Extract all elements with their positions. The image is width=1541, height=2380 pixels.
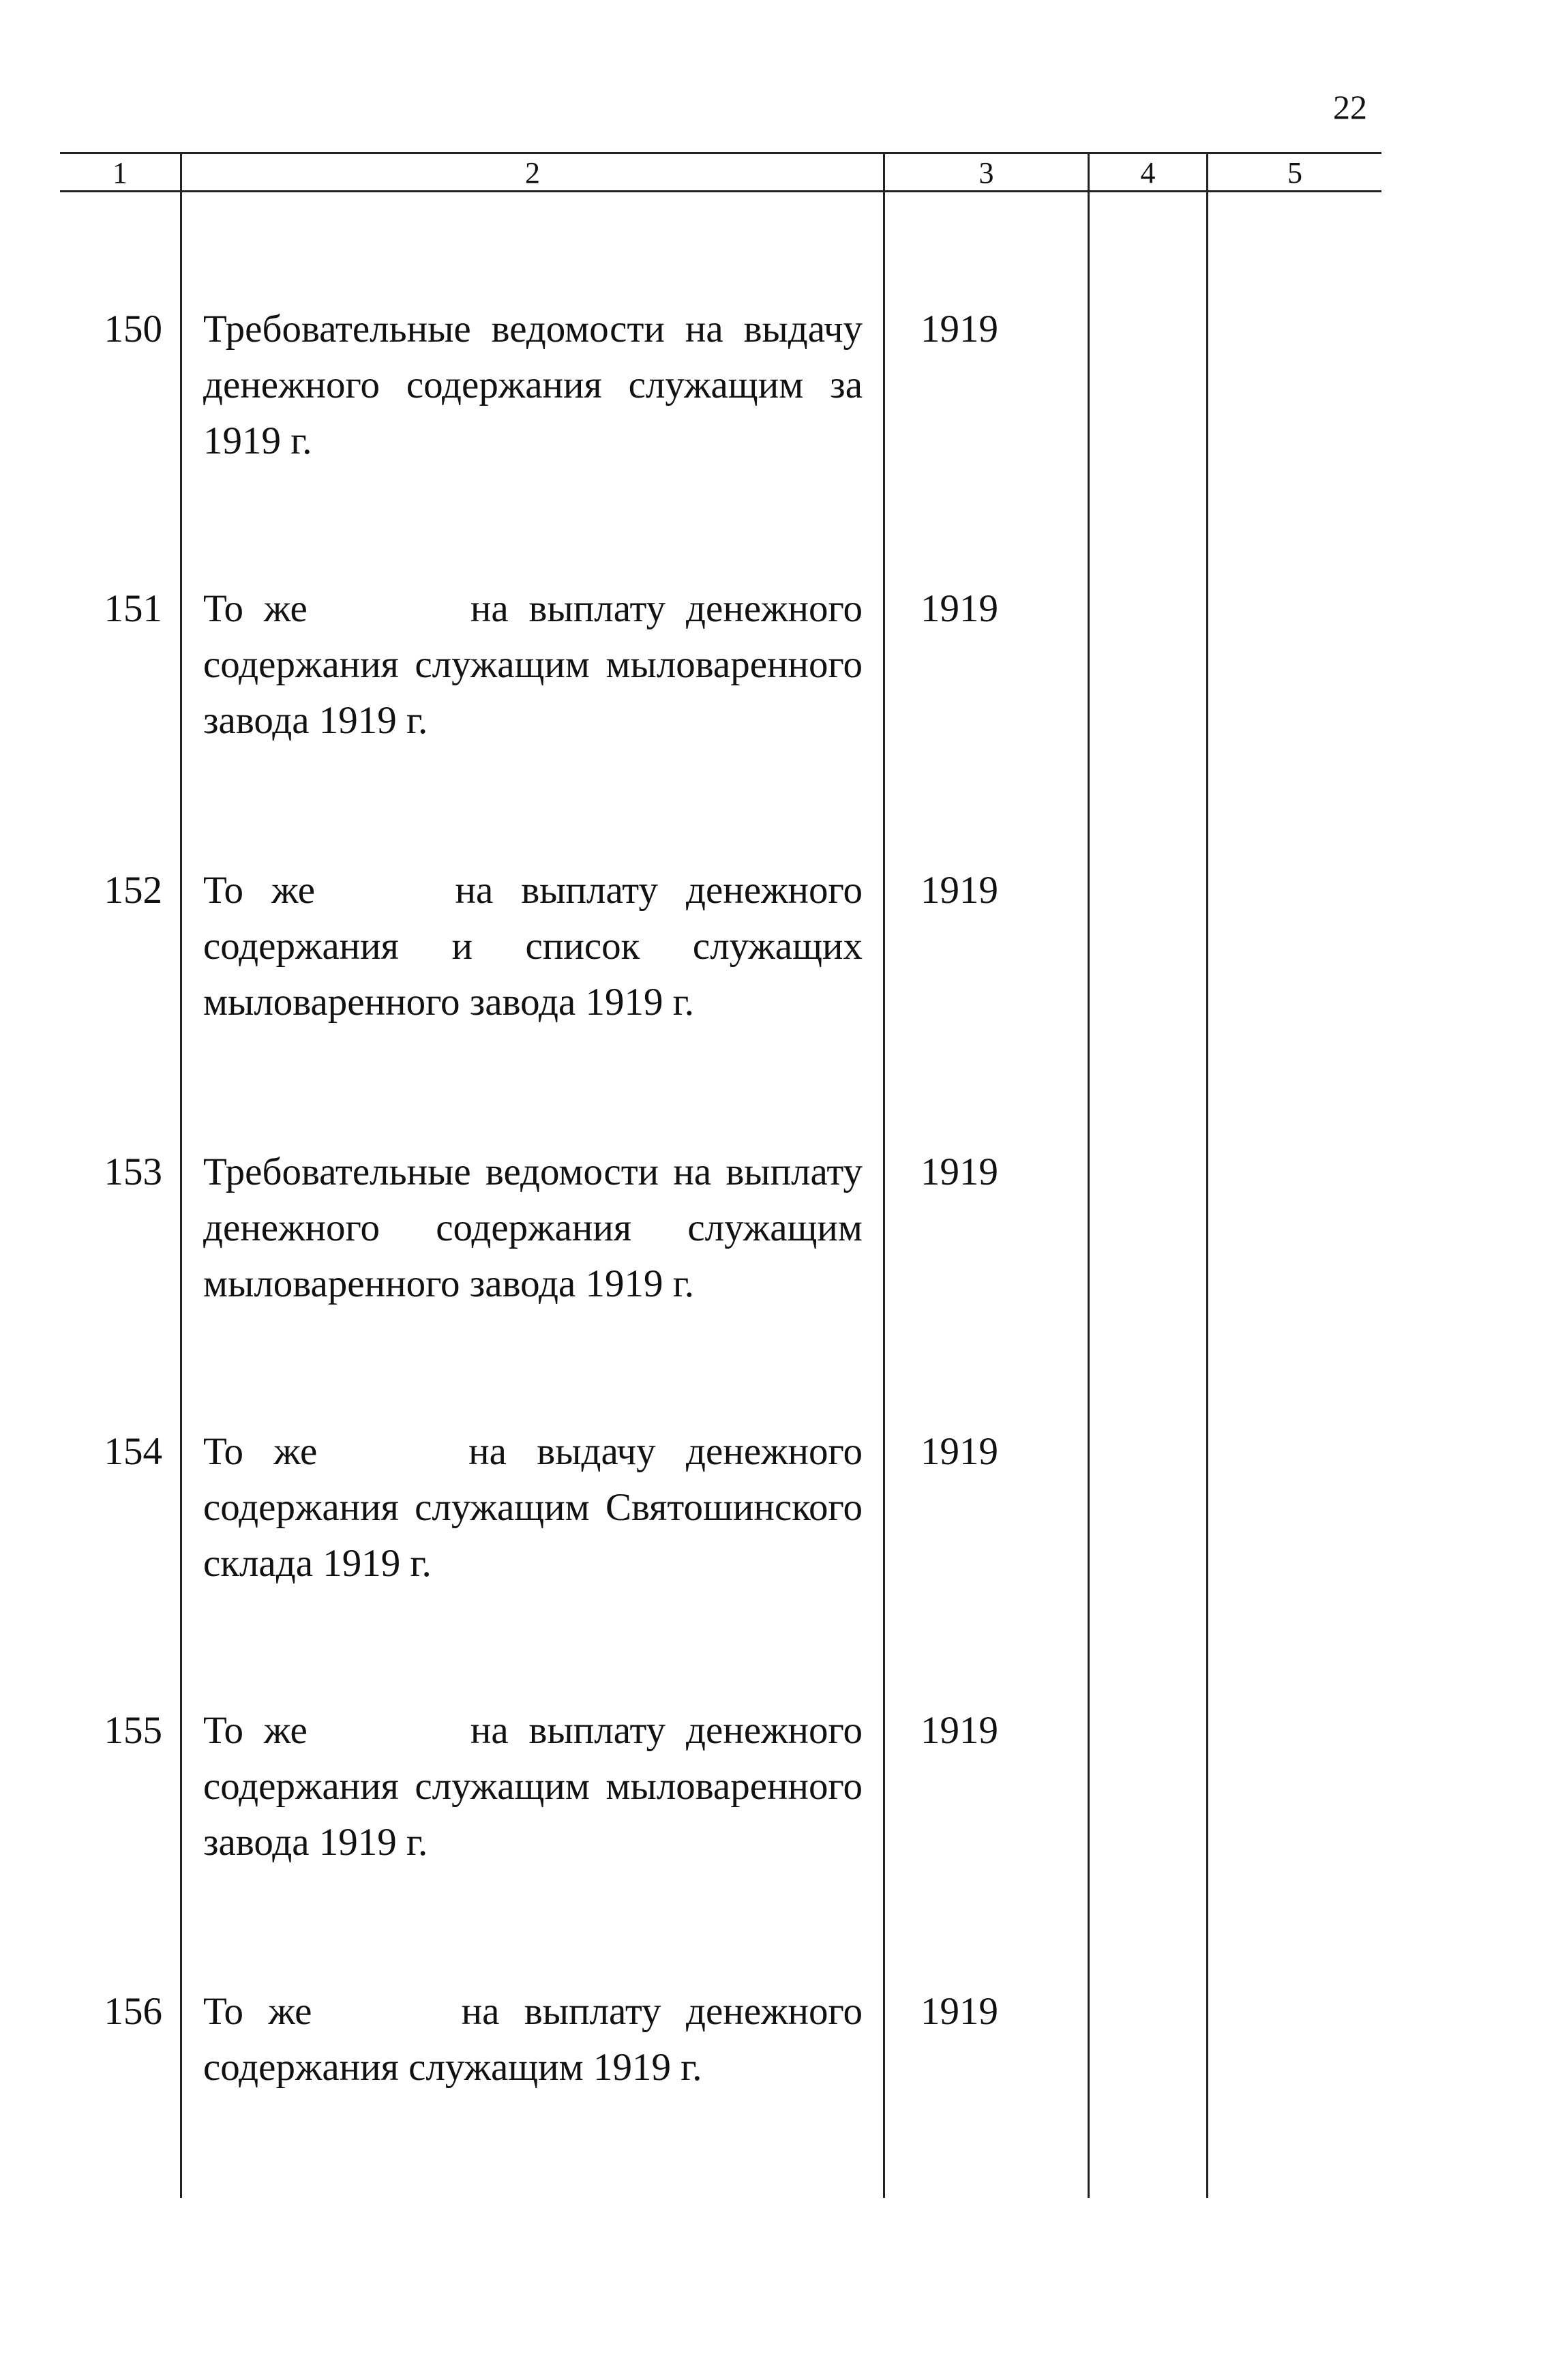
item-description xyxy=(203,863,863,1030)
description-line: содержания служащим 1919 г. xyxy=(203,2046,702,2089)
item-description xyxy=(203,1703,863,1871)
header-bottom-rule xyxy=(60,190,1381,192)
column-divider xyxy=(1206,152,1208,2198)
item-number: 154 xyxy=(104,1430,162,1473)
column-divider xyxy=(883,152,885,2198)
description-line: мыловаренного завода 1919 г. xyxy=(203,981,694,1024)
description-line: денежного содержания служащим за xyxy=(203,363,863,406)
column-divider xyxy=(1088,152,1090,2198)
item-number: 156 xyxy=(104,1990,162,2033)
table-top-rule xyxy=(60,152,1381,154)
header-col-2: 2 xyxy=(525,156,540,190)
description-line: То же на выплату денежного xyxy=(203,869,863,912)
item-number: 152 xyxy=(104,869,162,912)
description-line: завода 1919 г. xyxy=(203,1821,428,1864)
description-line: содержания служащим Святошинского xyxy=(203,1486,863,1529)
description-line: денежного содержания служащим xyxy=(203,1206,863,1249)
column-divider xyxy=(180,152,182,2198)
item-year: 1919 xyxy=(921,587,998,630)
item-year: 1919 xyxy=(921,1150,998,1193)
item-number: 150 xyxy=(104,308,162,351)
header-col-4: 4 xyxy=(1140,156,1156,190)
description-line: То же на выплату денежного xyxy=(203,587,863,630)
item-number: 155 xyxy=(104,1709,162,1752)
description-line: Требовательные ведомости на выдачу xyxy=(203,308,863,351)
item-number: 153 xyxy=(104,1150,162,1193)
description-line: Требовательные ведомости на выплату xyxy=(203,1150,863,1193)
description-line: склада 1919 г. xyxy=(203,1542,432,1585)
description-line: 1919 г. xyxy=(203,419,312,462)
item-year: 1919 xyxy=(921,308,998,351)
header-col-5: 5 xyxy=(1287,156,1302,190)
item-number: 151 xyxy=(104,587,162,630)
description-line: содержания и список служащих xyxy=(203,925,863,968)
header-col-1: 1 xyxy=(113,156,128,190)
item-year: 1919 xyxy=(921,1990,998,2033)
description-line: То же на выплату денежного xyxy=(203,1990,863,2033)
description-line: мыловаренного завода 1919 г. xyxy=(203,1262,694,1305)
item-description xyxy=(203,581,863,749)
item-year: 1919 xyxy=(921,869,998,912)
item-description xyxy=(203,1984,863,2096)
item-description xyxy=(203,1144,863,1312)
header-col-3: 3 xyxy=(978,156,994,190)
description-line: содержания служащим мыловаренного xyxy=(203,1765,863,1808)
item-description xyxy=(203,301,863,469)
description-line: То же на выплату денежного xyxy=(203,1709,863,1752)
item-year: 1919 xyxy=(921,1430,998,1473)
description-line: То же на выдачу денежного xyxy=(203,1430,863,1473)
item-description xyxy=(203,1424,863,1592)
page-number: 22 xyxy=(1333,88,1367,126)
item-year: 1919 xyxy=(921,1709,998,1752)
description-line: содержания служащим мыловаренного xyxy=(203,643,863,686)
description-line: завода 1919 г. xyxy=(203,699,428,742)
